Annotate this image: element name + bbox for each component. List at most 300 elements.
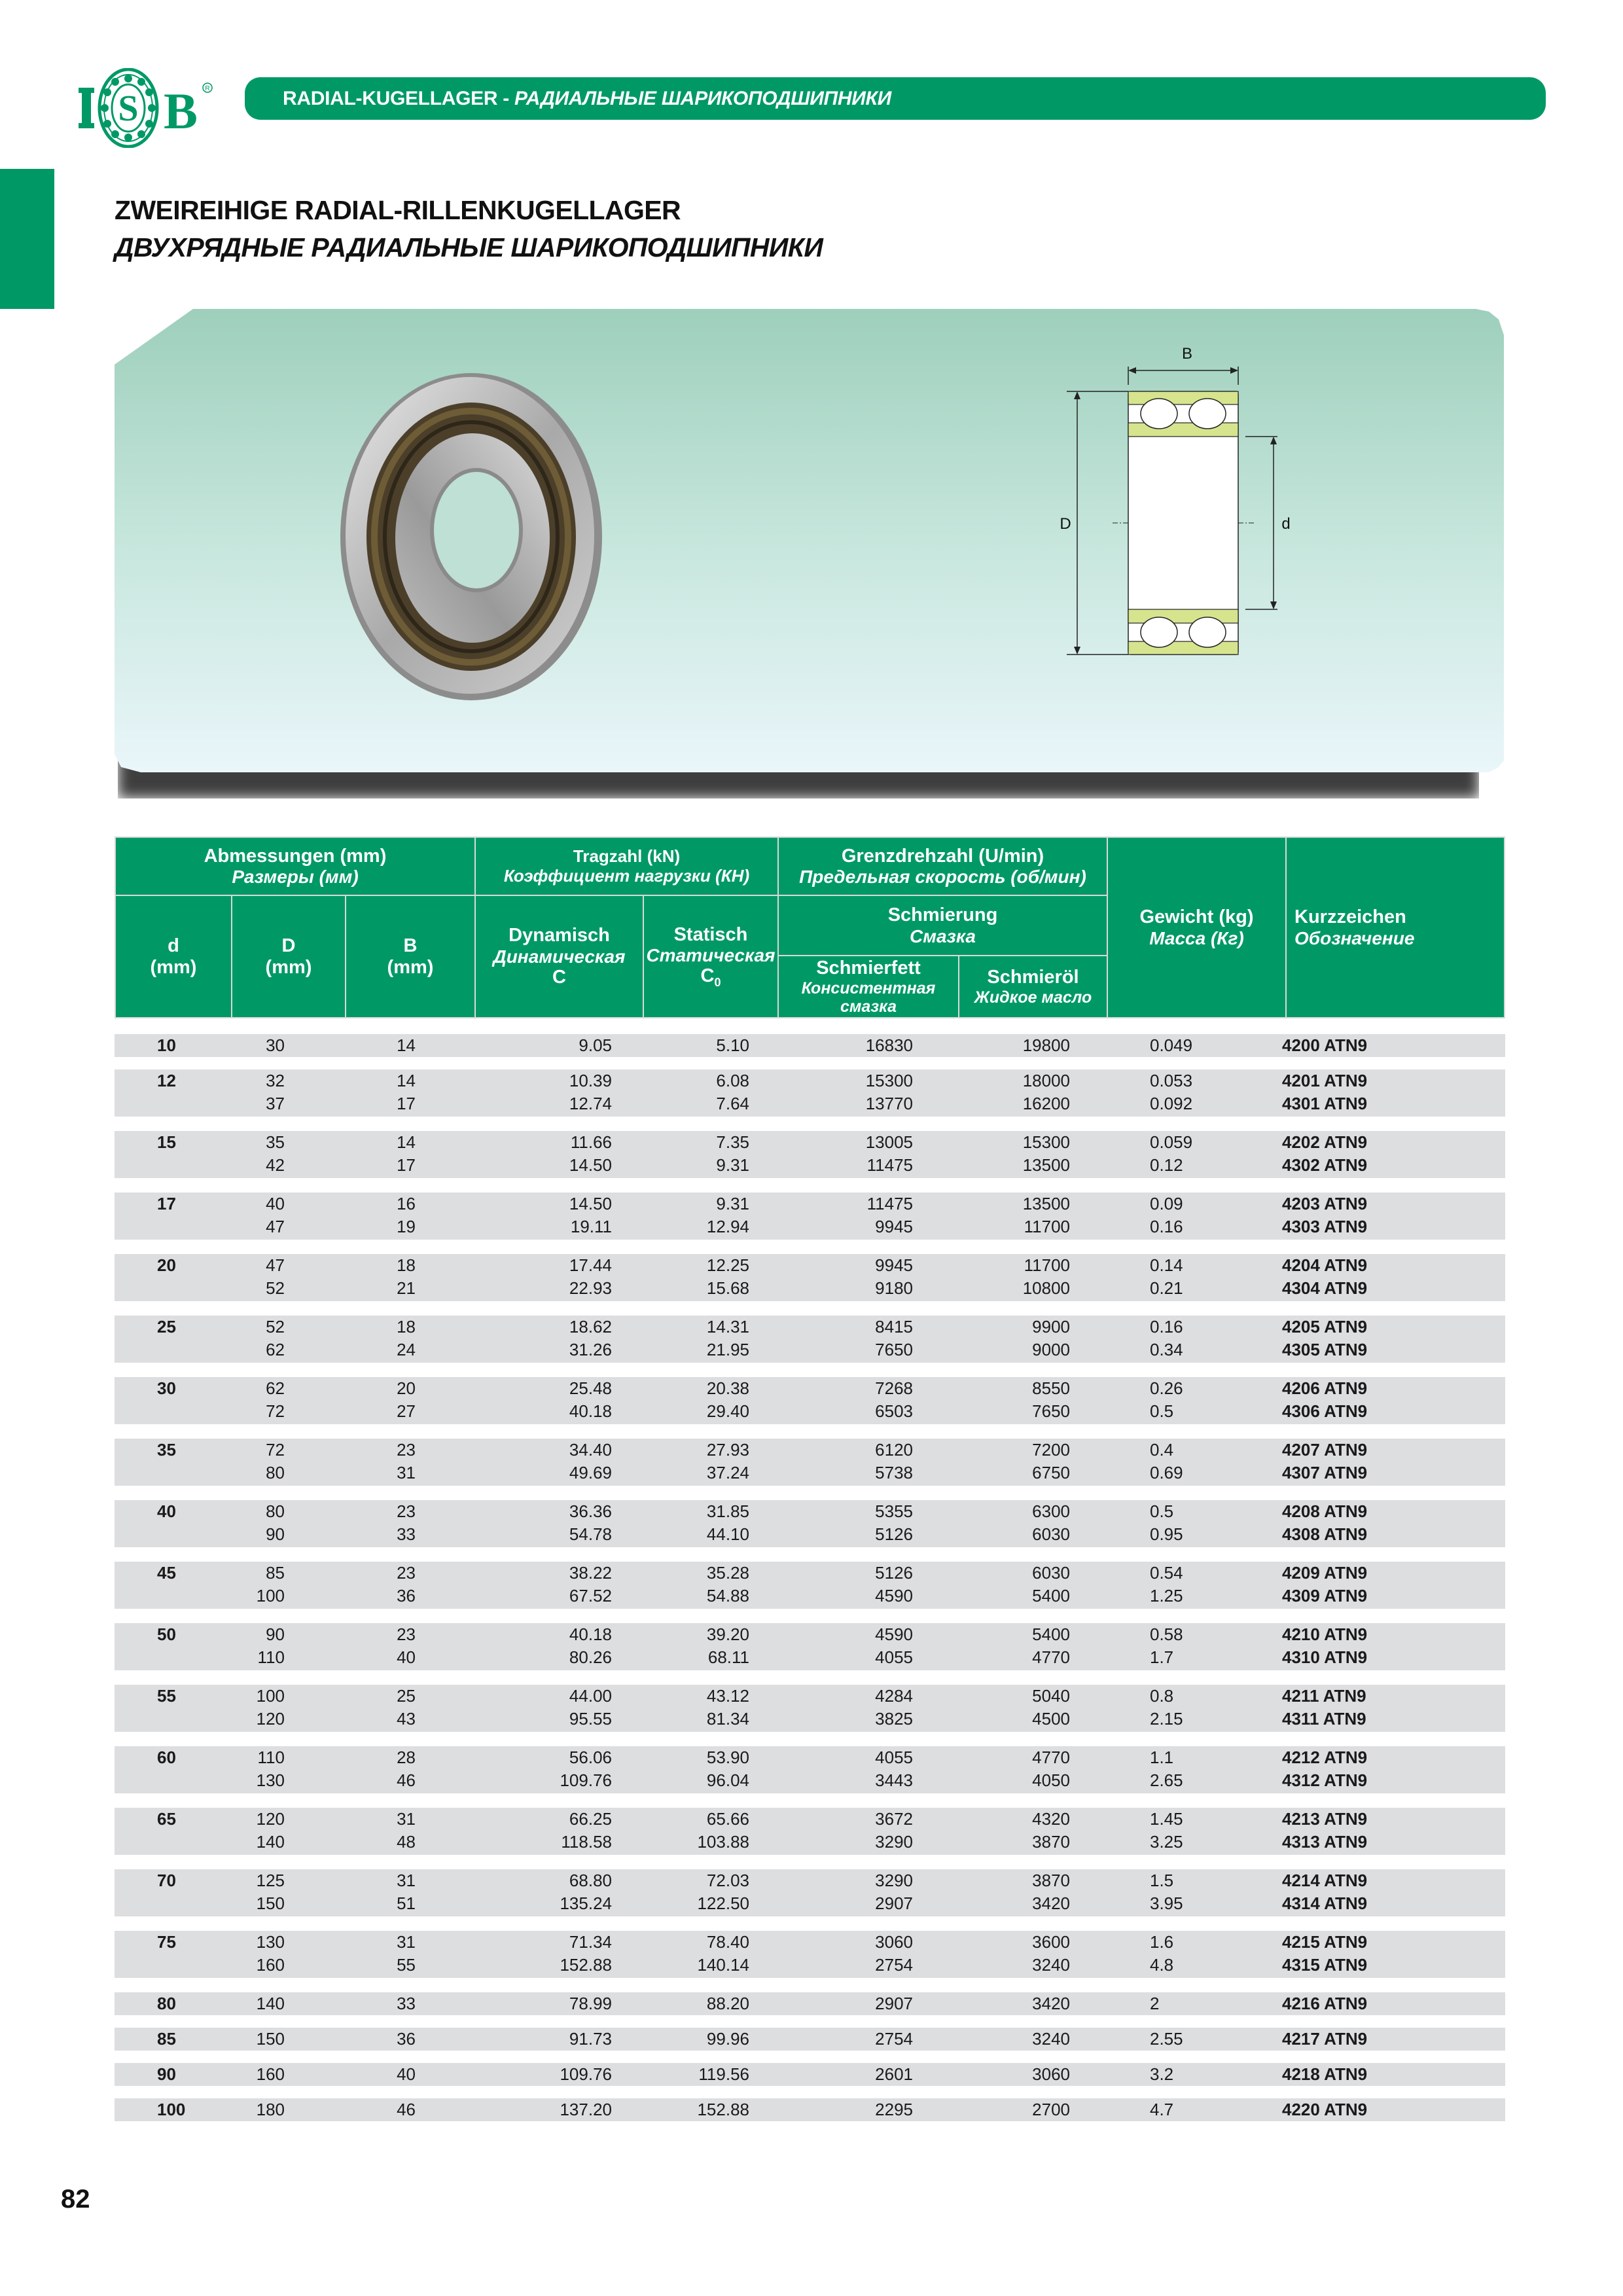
header-oil-de: Schmieröl	[987, 967, 1079, 988]
cell-static-load: 53.90	[706, 1748, 749, 1767]
cell-oil-speed: 13500	[1022, 1155, 1070, 1175]
cell-weight: 0.092	[1150, 1094, 1193, 1113]
cell-static-load: 35.28	[706, 1563, 749, 1583]
cell-grease-speed: 2601	[875, 2064, 913, 2084]
header-weight	[1107, 836, 1287, 1018]
cell-weight: 0.4	[1150, 1440, 1174, 1460]
cell-bore-diameter: 85	[157, 2029, 176, 2049]
cell-width: 51	[397, 1893, 416, 1913]
page-title-ru: ДВУХРЯДНЫЕ РАДИАЛЬНЫЕ ШАРИКОПОДШИПНИКИ	[115, 232, 823, 262]
svg-text:R: R	[205, 85, 210, 92]
header-B-unit: (mm)	[387, 956, 434, 978]
cell-designation: 4206 ATN9	[1282, 1378, 1368, 1398]
cell-grease-speed: 11475	[866, 1155, 913, 1175]
cell-bore-diameter: 90	[157, 2064, 176, 2084]
cell-designation: 4301 ATN9	[1282, 1094, 1368, 1113]
cell-grease-speed: 8415	[875, 1317, 913, 1336]
cell-oil-speed: 3600	[1032, 1932, 1070, 1952]
cell-grease-speed: 4284	[875, 1686, 913, 1706]
cell-width: 28	[397, 1748, 416, 1767]
header-grease-de: Schmierfett	[816, 958, 921, 979]
cell-weight: 0.049	[1150, 1035, 1193, 1055]
cell-width: 43	[397, 1709, 416, 1729]
cell-bore-diameter: 15	[157, 1132, 176, 1152]
cell-oil-speed: 9000	[1032, 1340, 1070, 1359]
cell-dynamic-load: 34.40	[569, 1440, 612, 1460]
cell-grease-speed: 2754	[875, 2029, 913, 2049]
cell-oil-speed: 6030	[1032, 1563, 1070, 1583]
table-row	[115, 1400, 1505, 1423]
cell-outer-diameter: 90	[266, 1524, 285, 1544]
cell-weight: 0.34	[1150, 1340, 1183, 1359]
cell-static-load: 72.03	[706, 1871, 749, 1890]
cell-dynamic-load: 54.78	[569, 1524, 612, 1544]
cell-designation: 4200 ATN9	[1282, 1035, 1368, 1055]
cell-width: 14	[397, 1035, 416, 1055]
cell-dynamic-load: 17.44	[569, 1255, 612, 1275]
cell-oil-speed: 6030	[1032, 1524, 1070, 1544]
cell-outer-diameter: 35	[266, 1132, 285, 1152]
header-static-symbol-c: C	[700, 965, 715, 987]
cell-static-load: 54.88	[706, 1586, 749, 1605]
cell-weight: 0.5	[1150, 1401, 1174, 1421]
cell-oil-speed: 16200	[1022, 1094, 1070, 1113]
header-load-ru: Коэффициент нагрузки (КН)	[503, 865, 750, 886]
cell-bore-diameter: 25	[157, 1317, 176, 1336]
header-d-unit: (mm)	[150, 956, 197, 978]
cell-dynamic-load: 14.50	[569, 1155, 612, 1175]
cell-static-load: 7.64	[716, 1094, 749, 1113]
cell-designation: 4310 ATN9	[1282, 1647, 1368, 1667]
table-row	[115, 1154, 1505, 1177]
table-row	[115, 1746, 1505, 1769]
cell-weight: 4.8	[1150, 1955, 1174, 1975]
cell-oil-speed: 3870	[1032, 1832, 1070, 1852]
header-static-ru: Статическая	[646, 945, 776, 966]
table-row	[115, 1034, 1505, 1057]
cell-static-load: 14.31	[706, 1317, 749, 1336]
cell-designation: 4205 ATN9	[1282, 1317, 1368, 1336]
cell-oil-speed: 4320	[1032, 1809, 1070, 1829]
cell-bore-diameter: 55	[157, 1686, 176, 1706]
cell-width: 33	[397, 1524, 416, 1544]
cell-designation: 4305 ATN9	[1282, 1340, 1368, 1359]
cell-grease-speed: 5738	[875, 1463, 913, 1482]
cell-outer-diameter: 52	[266, 1317, 285, 1336]
header-oil-ru: Жидкое масло	[974, 988, 1092, 1007]
cell-oil-speed: 6750	[1032, 1463, 1070, 1482]
cell-dynamic-load: 71.34	[569, 1932, 612, 1952]
cell-designation: 4216 ATN9	[1282, 1994, 1368, 2013]
cell-dynamic-load: 68.80	[569, 1871, 612, 1890]
table-row-group	[115, 1377, 1505, 1424]
diagram-label-D: D	[1060, 515, 1071, 533]
cell-weight: 2	[1150, 1994, 1160, 2013]
banner-text	[283, 88, 891, 110]
cell-outer-diameter: 40	[266, 1194, 285, 1213]
cell-grease-speed: 4055	[875, 1647, 913, 1667]
cell-designation: 4204 ATN9	[1282, 1255, 1368, 1275]
cell-grease-speed: 5126	[875, 1563, 913, 1583]
cell-width: 14	[397, 1071, 416, 1090]
table-row	[115, 2063, 1505, 2086]
cell-outer-diameter: 62	[266, 1378, 285, 1398]
cell-static-load: 29.40	[706, 1401, 749, 1421]
header-dynamic-ru: Динамическая	[493, 946, 626, 967]
cell-width: 36	[397, 2029, 416, 2049]
cell-weight: 0.5	[1150, 1501, 1174, 1521]
cell-oil-speed: 18000	[1022, 1071, 1070, 1090]
cell-oil-speed: 8550	[1032, 1378, 1070, 1398]
cell-designation: 4304 ATN9	[1282, 1278, 1368, 1298]
cell-oil-speed: 3240	[1032, 2029, 1070, 2049]
cell-static-load: 68.11	[707, 1647, 749, 1667]
cell-designation: 4308 ATN9	[1282, 1524, 1368, 1544]
header-weight-ru: Масса (Кг)	[1149, 927, 1244, 948]
cell-width: 21	[397, 1278, 416, 1298]
table-row	[115, 1193, 1505, 1215]
header-speed-de: Grenzdrehzahl (U/min)	[841, 845, 1044, 867]
bearing-photo	[275, 340, 668, 733]
banner-de: RADIAL-KUGELLAGER	[283, 87, 498, 109]
cell-oil-speed: 3060	[1032, 2064, 1070, 2084]
cell-grease-speed: 9945	[875, 1255, 913, 1275]
cell-outer-diameter: 130	[256, 1932, 285, 1952]
cell-weight: 0.12	[1150, 1155, 1183, 1175]
cell-grease-speed: 7650	[875, 1340, 913, 1359]
cell-static-load: 43.12	[706, 1686, 749, 1706]
cell-width: 19	[397, 1217, 416, 1236]
cell-designation: 4208 ATN9	[1282, 1501, 1368, 1521]
table-row	[115, 1831, 1505, 1854]
cell-static-load: 96.04	[706, 1770, 749, 1790]
cell-width: 23	[397, 1501, 416, 1521]
cell-weight: 0.16	[1150, 1217, 1183, 1236]
cell-bore-diameter: 10	[157, 1035, 176, 1055]
cell-dynamic-load: 14.50	[569, 1194, 612, 1213]
diagram-label-d: d	[1281, 515, 1291, 533]
cell-dynamic-load: 18.62	[569, 1317, 612, 1336]
cell-static-load: 21.95	[706, 1340, 749, 1359]
header-D-symbol: D	[281, 935, 296, 957]
cell-bore-diameter: 12	[157, 1071, 176, 1090]
cell-static-load: 81.34	[706, 1709, 749, 1729]
cell-grease-speed: 4055	[875, 1748, 913, 1767]
cell-weight: 0.059	[1150, 1132, 1193, 1152]
cell-designation: 4212 ATN9	[1282, 1748, 1368, 1767]
cell-static-load: 78.40	[706, 1932, 749, 1952]
svg-text:B: B	[164, 82, 198, 139]
table-row-group	[115, 1869, 1505, 1916]
cell-weight: 3.25	[1150, 1832, 1183, 1852]
cell-oil-speed: 4770	[1032, 1647, 1070, 1667]
cell-oil-speed: 4500	[1032, 1709, 1070, 1729]
cell-designation: 4218 ATN9	[1282, 2064, 1368, 2084]
cell-weight: 1.25	[1150, 1586, 1183, 1605]
cell-width: 18	[397, 1255, 416, 1275]
table-row	[115, 2098, 1505, 2121]
cell-grease-speed: 3060	[875, 1932, 913, 1952]
header-static	[643, 895, 779, 1018]
cell-grease-speed: 7268	[875, 1378, 913, 1398]
diagram-label-B: B	[1181, 345, 1193, 363]
cell-designation: 4220 ATN9	[1282, 2100, 1368, 2119]
table-row	[115, 1523, 1505, 1546]
cell-grease-speed: 13770	[865, 1094, 913, 1113]
cell-designation: 4214 ATN9	[1282, 1871, 1368, 1890]
cell-oil-speed: 4050	[1032, 1770, 1070, 1790]
isb-logo	[73, 68, 224, 148]
cell-designation: 4215 ATN9	[1282, 1932, 1368, 1952]
cell-dynamic-load: 36.36	[569, 1501, 612, 1521]
cell-dynamic-load: 67.52	[569, 1586, 612, 1605]
cell-width: 36	[397, 1586, 416, 1605]
cell-weight: 0.69	[1150, 1463, 1183, 1482]
cell-weight: 3.2	[1150, 2064, 1174, 2084]
cell-bore-diameter: 40	[157, 1501, 176, 1521]
cell-oil-speed: 11700	[1024, 1217, 1070, 1236]
header-static-symbol	[701, 965, 721, 989]
cell-bore-diameter: 20	[157, 1255, 176, 1275]
table-row	[115, 1931, 1505, 1954]
cell-static-load: 37.24	[706, 1463, 749, 1482]
cell-width: 24	[397, 1340, 416, 1359]
cell-dynamic-load: 91.73	[569, 2029, 612, 2049]
cell-static-load: 27.93	[706, 1440, 749, 1460]
cell-oil-speed: 3870	[1032, 1871, 1070, 1890]
cell-bore-diameter: 35	[157, 1440, 176, 1460]
cell-dynamic-load: 152.88	[560, 1955, 612, 1975]
cell-width: 48	[397, 1832, 416, 1852]
table-row	[115, 1685, 1505, 1708]
cell-outer-diameter: 47	[266, 1217, 285, 1236]
table-row	[115, 1215, 1505, 1238]
cell-width: 23	[397, 1624, 416, 1644]
cell-dynamic-load: 56.06	[569, 1748, 612, 1767]
cell-outer-diameter: 90	[266, 1624, 285, 1644]
cell-designation: 4207 ATN9	[1282, 1440, 1368, 1460]
cell-width: 23	[397, 1563, 416, 1583]
cell-outer-diameter: 37	[266, 1094, 285, 1113]
header-dimensions-ru: Размеры (мм)	[232, 867, 359, 888]
cell-dynamic-load: 22.93	[569, 1278, 612, 1298]
table-row	[115, 1131, 1505, 1154]
cell-static-load: 122.50	[697, 1893, 749, 1913]
table-row-group	[115, 1685, 1505, 1732]
header-D-unit: (mm)	[265, 956, 312, 978]
cell-static-load: 6.08	[716, 1071, 749, 1090]
table-row-group	[115, 1131, 1505, 1178]
cell-static-load: 7.35	[716, 1132, 749, 1152]
cell-bore-diameter: 17	[157, 1194, 176, 1213]
cell-width: 18	[397, 1317, 416, 1336]
table-row-group	[115, 2098, 1505, 2121]
cell-dynamic-load: 40.18	[569, 1624, 612, 1644]
header-load	[474, 836, 779, 896]
header-dynamic-de: Dynamisch	[508, 925, 610, 946]
cell-outer-diameter: 100	[256, 1686, 285, 1706]
table-row-group	[115, 1254, 1505, 1301]
cell-oil-speed: 5400	[1032, 1624, 1070, 1644]
table-row	[115, 1992, 1505, 2015]
header-designation-de: Kurzzeichen	[1294, 906, 1406, 928]
cell-oil-speed: 3420	[1032, 1994, 1070, 2013]
cell-weight: 0.16	[1150, 1317, 1183, 1336]
header-static-de: Statisch	[673, 924, 748, 945]
table-row	[115, 1500, 1505, 1523]
table-row	[115, 1808, 1505, 1831]
cell-designation: 4303 ATN9	[1282, 1217, 1368, 1236]
cell-weight: 3.95	[1150, 1893, 1183, 1913]
header-d	[115, 895, 232, 1018]
cell-dynamic-load: 118.58	[561, 1832, 612, 1852]
section-banner	[245, 77, 1546, 120]
table-row	[115, 1316, 1505, 1338]
cell-grease-speed: 6120	[875, 1440, 913, 1460]
cell-weight: 2.15	[1150, 1709, 1183, 1729]
cell-dynamic-load: 25.48	[569, 1378, 612, 1398]
cell-grease-speed: 3825	[875, 1709, 913, 1729]
cell-grease-speed: 3290	[875, 1871, 913, 1890]
header-B-symbol: B	[403, 935, 418, 957]
cell-outer-diameter: 160	[256, 2064, 285, 2084]
cell-designation: 4209 ATN9	[1282, 1563, 1368, 1583]
cell-static-load: 9.31	[716, 1194, 749, 1213]
banner-separator: -	[497, 87, 514, 109]
cell-grease-speed: 11475	[866, 1194, 913, 1213]
cell-grease-speed: 5126	[875, 1524, 913, 1544]
table-row-group	[115, 1623, 1505, 1670]
cell-static-load: 5.10	[716, 1035, 749, 1055]
cell-dynamic-load: 10.39	[569, 1071, 612, 1090]
cell-oil-speed: 3420	[1032, 1893, 1070, 1913]
table-row	[115, 1585, 1505, 1607]
cell-outer-diameter: 72	[266, 1440, 285, 1460]
cell-dynamic-load: 78.99	[569, 1994, 612, 2013]
cell-dynamic-load: 109.76	[560, 2064, 612, 2084]
cell-width: 31	[397, 1463, 416, 1482]
table-row-group	[115, 1316, 1505, 1363]
cell-oil-speed: 11700	[1024, 1255, 1070, 1275]
table-row-group	[115, 1562, 1505, 1609]
table-row	[115, 1892, 1505, 1915]
cell-dynamic-load: 9.05	[579, 1035, 612, 1055]
cell-designation: 4302 ATN9	[1282, 1155, 1368, 1175]
table-row	[115, 2028, 1505, 2051]
cell-static-load: 119.56	[698, 2064, 749, 2084]
cell-weight: 0.54	[1150, 1563, 1183, 1583]
cell-dynamic-load: 137.20	[560, 2100, 612, 2119]
table-row-group	[115, 2028, 1505, 2051]
cell-static-load: 12.94	[706, 1217, 749, 1236]
cell-weight: 1.6	[1150, 1932, 1174, 1952]
cell-outer-diameter: 130	[256, 1770, 285, 1790]
cell-outer-diameter: 150	[256, 1893, 285, 1913]
cell-designation: 4217 ATN9	[1282, 2029, 1368, 2049]
cell-grease-speed: 6503	[875, 1401, 913, 1421]
cell-designation: 4307 ATN9	[1282, 1463, 1368, 1482]
table-row-group	[115, 1500, 1505, 1547]
cell-static-load: 20.38	[706, 1378, 749, 1398]
cell-outer-diameter: 150	[256, 2029, 285, 2049]
cell-dynamic-load: 95.55	[569, 1709, 612, 1729]
cell-weight: 0.58	[1150, 1624, 1183, 1644]
cell-width: 55	[397, 1955, 416, 1975]
table-row	[115, 1377, 1505, 1400]
header-dynamic	[474, 895, 644, 1018]
cell-dynamic-load: 11.66	[570, 1132, 612, 1152]
cell-oil-speed: 5040	[1032, 1686, 1070, 1706]
header-designation	[1285, 836, 1505, 1018]
table-row	[115, 1869, 1505, 1892]
cell-dynamic-load: 80.26	[569, 1647, 612, 1667]
cell-designation: 4202 ATN9	[1282, 1132, 1368, 1152]
cell-dynamic-load: 49.69	[569, 1463, 612, 1482]
table-row	[115, 1954, 1505, 1977]
cell-outer-diameter: 80	[266, 1501, 285, 1521]
cell-outer-diameter: 110	[257, 1748, 285, 1767]
cell-width: 23	[397, 1440, 416, 1460]
cell-static-load: 152.88	[697, 2100, 749, 2119]
cell-dynamic-load: 12.74	[569, 1094, 612, 1113]
cell-bore-diameter: 75	[157, 1932, 176, 1952]
cell-designation: 4312 ATN9	[1282, 1770, 1368, 1790]
cell-dynamic-load: 109.76	[560, 1770, 612, 1790]
cell-width: 40	[397, 2064, 416, 2084]
cell-outer-diameter: 140	[256, 1994, 285, 2013]
cell-weight: 1.45	[1150, 1809, 1183, 1829]
cell-width: 33	[397, 1994, 416, 2013]
cell-static-load: 31.85	[706, 1501, 749, 1521]
table-row	[115, 1462, 1505, 1484]
cell-designation: 4306 ATN9	[1282, 1401, 1368, 1421]
cell-static-load: 44.10	[706, 1524, 749, 1544]
cell-width: 14	[397, 1132, 416, 1152]
cell-grease-speed: 2295	[875, 2100, 913, 2119]
cell-grease-speed: 3290	[875, 1832, 913, 1852]
cell-grease-speed: 9180	[875, 1278, 913, 1298]
header-B	[345, 895, 476, 1018]
cell-weight: 1.7	[1150, 1647, 1174, 1667]
cell-bore-diameter: 45	[157, 1563, 176, 1583]
header-dimensions-de: Abmessungen (mm)	[204, 845, 387, 867]
cell-bore-diameter: 80	[157, 1994, 176, 2013]
cell-weight: 2.55	[1150, 2029, 1183, 2049]
header-lubrication-de: Schmierung	[887, 905, 998, 926]
cell-weight: 1.5	[1150, 1871, 1174, 1890]
cell-width: 27	[397, 1401, 416, 1421]
cell-grease-speed: 2907	[875, 1893, 913, 1913]
cell-outer-diameter: 180	[256, 2100, 285, 2119]
cell-oil-speed: 4770	[1032, 1748, 1070, 1767]
cell-grease-speed: 9945	[875, 1217, 913, 1236]
cell-outer-diameter: 42	[266, 1155, 285, 1175]
cell-oil-speed: 15300	[1022, 1132, 1070, 1152]
header-D	[231, 895, 346, 1018]
cell-designation: 4201 ATN9	[1282, 1071, 1368, 1090]
cell-designation: 4313 ATN9	[1282, 1832, 1368, 1852]
table-row	[115, 1562, 1505, 1585]
table-row-group	[115, 1034, 1505, 1057]
cell-weight: 2.65	[1150, 1770, 1183, 1790]
cell-oil-speed: 2700	[1032, 2100, 1070, 2119]
table-row	[115, 1439, 1505, 1462]
cell-bore-diameter: 30	[157, 1378, 176, 1398]
logo-letter-s: S	[118, 88, 139, 129]
cell-designation: 4210 ATN9	[1282, 1624, 1368, 1644]
cell-weight: 0.21	[1150, 1278, 1183, 1298]
cell-outer-diameter: 32	[266, 1071, 285, 1090]
